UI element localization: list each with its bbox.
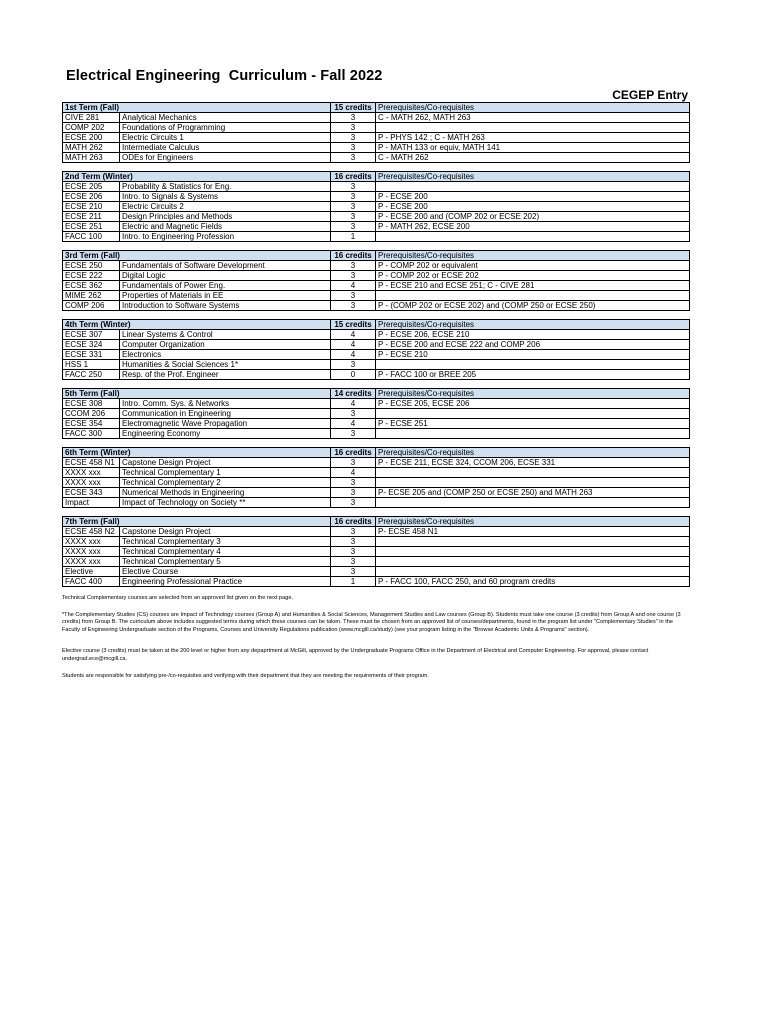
course-row [63,281,690,291]
course-prereq [376,537,690,547]
course-prereq: P - PHYS 142 ; C - MATH 263 [376,133,690,143]
course-title: Intro. to Engineering Profession [120,232,331,242]
course-title: Electronics [120,350,331,360]
course-title: Computer Organization [120,340,331,350]
course-code: ECSE 307 [63,330,120,340]
course-code: HSS 1 [63,360,120,370]
course-title: Resp. of the Prof. Engineer [120,370,331,380]
course-title: Technical Complementary 1 [120,468,331,478]
course-row [63,212,690,222]
course-title: Numerical Methods in Engineering [120,488,331,498]
page-title: Electrical Engineering Curriculum - Fall 2022 [66,68,383,84]
term-table [62,250,690,311]
prereq-header: Prerequisites/Co-requisites [376,389,690,399]
course-title: Probability & Statistics for Eng. [120,182,331,192]
course-row [63,340,690,350]
course-row [63,478,690,488]
course-title: Introduction to Software Systems [120,301,331,311]
terms-container [62,102,690,587]
term-spacer [62,439,690,447]
course-credits: 3 [331,202,376,212]
term-table [62,319,690,380]
course-credits: 4 [331,330,376,340]
course-credits: 3 [331,133,376,143]
course-title: Technical Complementary 5 [120,557,331,567]
course-prereq: P - ECSE 210 [376,350,690,360]
course-credits: 3 [331,192,376,202]
course-code: ECSE 200 [63,133,120,143]
course-prereq [376,409,690,419]
course-prereq [376,468,690,478]
course-row [63,488,690,498]
course-row [63,360,690,370]
course-prereq [376,547,690,557]
course-title: Fundamentals of Software Development [120,261,331,271]
term-credits: 14 credits [331,389,376,399]
course-title: Electric Circuits 1 [120,133,331,143]
course-credits: 3 [331,488,376,498]
course-credits: 3 [331,429,376,439]
course-row [63,468,690,478]
course-code: FACC 400 [63,577,120,587]
course-code: XXXX xxx [63,478,120,488]
term-header-row [63,389,690,399]
course-row [63,547,690,557]
course-title: Engineering Professional Practice [120,577,331,587]
course-row [63,202,690,212]
course-credits: 3 [331,261,376,271]
course-title: Technical Complementary 3 [120,537,331,547]
course-code: COMP 202 [63,123,120,133]
page-subtitle: CEGEP Entry [612,88,688,102]
course-credits: 3 [331,547,376,557]
note-student-responsibility: Students are responsible for satisfying pre-/co-requisites and verifying with their department that they are meeting the requirements of their program. [62,672,429,679]
course-credits: 3 [331,537,376,547]
course-row [63,537,690,547]
course-credits: 3 [331,113,376,123]
term-name: 3rd Term (Fall) [63,251,331,261]
course-prereq: P- ECSE 458 N1 [376,527,690,537]
course-row [63,458,690,468]
course-prereq [376,360,690,370]
term-name: 4th Term (Winter) [63,320,331,330]
course-row [63,113,690,123]
course-row [63,133,690,143]
course-code: Elective [63,567,120,577]
course-prereq: P - ECSE 200 [376,192,690,202]
course-title: Impact of Technology on Society ** [120,498,331,508]
course-row [63,577,690,587]
course-credits: 3 [331,212,376,222]
course-row [63,153,690,163]
course-title: Elective Course [120,567,331,577]
course-prereq [376,232,690,242]
course-code: ECSE 458 N1 [63,458,120,468]
note-technical-complementary: Technical Complementary courses are selected from an approved list given on the next page. [62,595,294,601]
course-prereq: C - MATH 262, MATH 263 [376,113,690,123]
course-row [63,429,690,439]
course-prereq: P - COMP 202 or ECSE 202 [376,271,690,281]
course-row [63,350,690,360]
course-code: MIME 262 [63,291,120,301]
course-prereq [376,557,690,567]
course-prereq: P - MATH 262, ECSE 200 [376,222,690,232]
course-code: Impact [63,498,120,508]
course-title: Foundations of Programming [120,123,331,133]
course-title: Intermediate Calculus [120,143,331,153]
course-title: Fundamentals of Power Eng. [120,281,331,291]
course-prereq: P - (COMP 202 or ECSE 202) and (COMP 250 or ECSE 250) [376,301,690,311]
term-name: 1st Term (Fall) [63,103,331,113]
term-spacer [62,163,690,171]
course-row [63,291,690,301]
course-credits: 3 [331,567,376,577]
course-credits: 4 [331,399,376,409]
course-code: ECSE 211 [63,212,120,222]
term-spacer [62,242,690,250]
course-code: ECSE 331 [63,350,120,360]
course-credits: 3 [331,458,376,468]
course-prereq [376,123,690,133]
course-code: CCOM 206 [63,409,120,419]
course-prereq [376,291,690,301]
term-name: 6th Term (Winter) [63,448,331,458]
course-prereq: P - ECSE 200 [376,202,690,212]
term-table [62,516,690,587]
course-prereq: P - COMP 202 or equivalent [376,261,690,271]
course-title: Electric and Magnetic Fields [120,222,331,232]
course-code: CIVE 281 [63,113,120,123]
course-title: Technical Complementary 4 [120,547,331,557]
course-row [63,370,690,380]
course-credits: 3 [331,498,376,508]
course-prereq [376,567,690,577]
course-title: Engineering Economy [120,429,331,439]
course-code: FACC 300 [63,429,120,439]
course-code: MATH 263 [63,153,120,163]
term-table [62,102,690,163]
course-credits: 3 [331,182,376,192]
course-credits: 3 [331,478,376,488]
prereq-header: Prerequisites/Co-requisites [376,448,690,458]
term-header-row [63,320,690,330]
course-prereq: P - FACC 100 or BREE 205 [376,370,690,380]
course-credits: 3 [331,557,376,567]
note-elective-course: Elective course (3 credits) must be taken at the 200 level or higher from any depaprtment at McGill, approved by the Undergraduate Programs Office in the Department of Electrical and Computer Engineering. For approval, please contact undergrad.ece@mcgill.ca. [62,648,649,662]
term-credits: 15 credits [331,103,376,113]
course-code: ECSE 251 [63,222,120,232]
prereq-header: Prerequisites/Co-requisites [376,103,690,113]
course-title: Communication in Engineering [120,409,331,419]
course-code: ECSE 362 [63,281,120,291]
term-header-row [63,448,690,458]
term-credits: 16 credits [331,251,376,261]
course-credits: 3 [331,123,376,133]
prereq-header: Prerequisites/Co-requisites [376,517,690,527]
course-prereq: P - MATH 133 or equiv, MATH 141 [376,143,690,153]
course-code: FACC 250 [63,370,120,380]
course-title: Capstone Design Project [120,458,331,468]
prereq-header: Prerequisites/Co-requisites [376,251,690,261]
course-credits: 3 [331,271,376,281]
term-header-row [63,172,690,182]
course-prereq: P - FACC 100, FACC 250, and 60 program credits [376,577,690,587]
course-code: ECSE 324 [63,340,120,350]
course-row [63,498,690,508]
course-title: Intro. to Signals & Systems [120,192,331,202]
course-prereq: C - MATH 262 [376,153,690,163]
course-row [63,330,690,340]
term-header-row [63,103,690,113]
course-title: Technical Complementary 2 [120,478,331,488]
course-code: ECSE 206 [63,192,120,202]
prereq-header: Prerequisites/Co-requisites [376,320,690,330]
course-row [63,222,690,232]
course-credits: 1 [331,577,376,587]
course-prereq: P - ECSE 200 and ECSE 222 and COMP 206 [376,340,690,350]
course-prereq [376,429,690,439]
term-table [62,388,690,439]
course-code: XXXX xxx [63,537,120,547]
course-credits: 3 [331,291,376,301]
course-code: COMP 206 [63,301,120,311]
course-prereq: P - ECSE 251 [376,419,690,429]
course-title: Electromagnetic Wave Propagation [120,419,331,429]
term-header-row [63,251,690,261]
note-complementary-studies: *The Complementary Studies (CS) courses are Impact of Technology courses (Group A) and Humanities & Social Sciences, Management Studies and Law courses (Group B). Students must take one course (3 credits) from Group A and one course (3 credits) from Group B. The curriculum above includes suggested terms during which these courses can be taken. These must be chosen from an approved list of courses/departments, found in the program list under "Complementary Studies" in the Faculty of Engineering Undergraduate section of the Programs, Courses and University Regulations publication (www.mcgill.ca/study) (see your program listing in the "Browse Academic Units & Programs" section). [62,611,681,633]
prereq-header: Prerequisites/Co-requisites [376,172,690,182]
course-credits: 4 [331,350,376,360]
course-prereq: P - ECSE 210 and ECSE 251; C - CIVE 281 [376,281,690,291]
course-code: MATH 262 [63,143,120,153]
course-credits: 4 [331,281,376,291]
course-credits: 3 [331,301,376,311]
course-prereq [376,182,690,192]
course-row [63,232,690,242]
course-row [63,527,690,537]
course-credits: 3 [331,222,376,232]
course-row [63,567,690,577]
course-row [63,271,690,281]
course-code: ECSE 250 [63,261,120,271]
term-credits: 16 credits [331,448,376,458]
course-title: Properties of Materials in EE [120,291,331,301]
course-row [63,261,690,271]
term-credits: 16 credits [331,517,376,527]
course-code: ECSE 210 [63,202,120,212]
course-code: ECSE 458 N2 [63,527,120,537]
course-row [63,123,690,133]
course-credits: 0 [331,370,376,380]
course-title: Electric Circuits 2 [120,202,331,212]
curriculum-page [62,68,690,689]
course-code: XXXX xxx [63,468,120,478]
course-title: Linear Systems & Control [120,330,331,340]
course-prereq [376,498,690,508]
course-title: Analytical Mechanics [120,113,331,123]
course-credits: 3 [331,143,376,153]
course-prereq: P- ECSE 205 and (COMP 250 or ECSE 250) and MATH 263 [376,488,690,498]
term-credits: 15 credits [331,320,376,330]
course-code: XXXX xxx [63,557,120,567]
course-row [63,301,690,311]
term-table [62,171,690,242]
course-title: Humanities & Social Sciences 1* [120,360,331,370]
term-spacer [62,508,690,516]
course-credits: 3 [331,153,376,163]
course-row [63,399,690,409]
course-title: Design Principles and Methods [120,212,331,222]
course-credits: 1 [331,232,376,242]
course-row [63,419,690,429]
course-code: ECSE 354 [63,419,120,429]
course-code: FACC 100 [63,232,120,242]
course-credits: 3 [331,409,376,419]
term-table [62,447,690,508]
term-name: 2nd Term (Winter) [63,172,331,182]
course-code: ECSE 222 [63,271,120,281]
course-title: Capstone Design Project [120,527,331,537]
course-credits: 3 [331,360,376,370]
term-name: 5th Term (Fall) [63,389,331,399]
course-prereq: P - ECSE 205, ECSE 206 [376,399,690,409]
term-spacer [62,311,690,319]
term-spacer [62,380,690,388]
notes-section [62,595,690,680]
course-title: Digital Logic [120,271,331,281]
course-row [63,182,690,192]
course-prereq: P - ECSE 200 and (COMP 202 or ECSE 202) [376,212,690,222]
term-credits: 16 credits [331,172,376,182]
course-row [63,143,690,153]
course-row [63,557,690,567]
term-name: 7th Term (Fall) [63,517,331,527]
course-prereq: P - ECSE 211, ECSE 324, CCOM 206, ECSE 331 [376,458,690,468]
course-credits: 4 [331,468,376,478]
course-prereq [376,478,690,488]
course-code: ECSE 308 [63,399,120,409]
course-credits: 4 [331,419,376,429]
course-credits: 4 [331,340,376,350]
course-prereq: P - ECSE 206, ECSE 210 [376,330,690,340]
course-code: ECSE 205 [63,182,120,192]
course-code: XXXX xxx [63,547,120,557]
term-header-row [63,517,690,527]
course-code: ECSE 343 [63,488,120,498]
course-title: Intro. Comm. Sys. & Networks [120,399,331,409]
course-row [63,192,690,202]
course-title: ODEs for Engineers [120,153,331,163]
course-credits: 3 [331,527,376,537]
course-row [63,409,690,419]
